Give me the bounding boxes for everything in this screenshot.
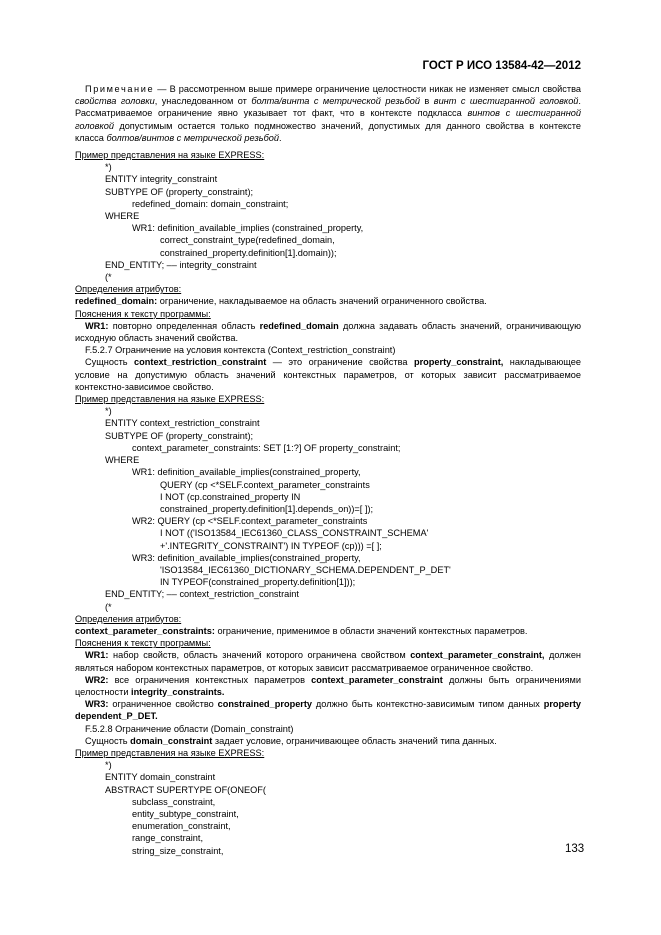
code-line: WR1: definition_available_implies (constrained_property,: [132, 223, 364, 234]
attributes-label-1: Определения атрибутов:: [75, 284, 182, 295]
code-line: WHERE: [105, 211, 140, 222]
page-number: 133: [565, 843, 585, 855]
code-line: *): [105, 406, 112, 417]
code-line: (*: [105, 272, 112, 283]
code-line: I NOT (cp.constrained_property IN: [160, 491, 301, 502]
wr2-explanation-2: WR2: все ограничения контекстных параметров context_parameter_constraint должны быть ограничениями целостности integrity_constraints.: [75, 674, 582, 697]
section-heading-f528: F.5.2.8 Ограничение области (Domain_constraint): [85, 723, 294, 734]
code-line: redefined_domain: domain_constraint;: [132, 198, 289, 209]
code-line: QUERY (cp <*SELF.context_parameter_constraints: [160, 479, 370, 490]
attribute-definition-2: context_parameter_constraints: ограничение, применимое в области значений контекстных параметров.: [75, 625, 528, 636]
wr1-explanation-1: WR1: повторно определенная область redefined_domain должна задавать область значений, ограничивающую исходную область значений свойства.: [75, 320, 582, 344]
code-line: WR3: definition_available_implies(constrained_property,: [132, 552, 361, 563]
code-line: I NOT (('ISO13584_IEC61360_CLASS_CONSTRAINT_SCHEMA': [160, 528, 429, 539]
code-line: 'ISO13584_IEC61360_DICTIONARY_SCHEMA.DEPENDENT_P_DET': [160, 564, 451, 575]
explanations-label-2: Пояснения к тексту программы:: [75, 638, 211, 649]
code-line: constrained_property.definition[1].depends_on))=[ ]);: [160, 503, 374, 514]
code-line: WR2: QUERY (cp <*SELF.context_parameter_constraints: [132, 516, 368, 527]
code-line: SUBTYPE OF (property_constraint);: [105, 186, 254, 197]
code-line: IN TYPEOF(constrained_property.definition[1]));: [160, 577, 356, 588]
document-header: ГОСТ Р ИСО 13584-42—2012: [422, 60, 581, 72]
section-heading-f527: F.5.2.7 Ограничение на условия контекста (Context_restriction_constraint): [85, 345, 396, 356]
code-line: entity_subtype_constraint,: [132, 808, 239, 819]
note-paragraph: Примечание — В рассмотренном выше примере ограничение целостности никак не изменяет смысл свойства свойства головки, унаследованном от болта/винта с метрической резьбой в винт с шестигранной головкой. Рассматриваемое ограничение явно указывает тот факт, что в контексте подкласса винтов с шестигранной головкой допустимым остается только подмножество значений, допустимых для данного свойства в контексте класса болтов/винтов с метрической резьбой.: [75, 84, 581, 143]
code-line: correct_constraint_type(redefined_domain,: [160, 235, 335, 246]
wr3-explanation-2: WR3: ограниченное свойство constrained_property должно быть контекстно-зависимым типом данных property dependent_P_DET.: [75, 699, 581, 722]
code-line: END_ENTITY; –– integrity_constraint: [105, 259, 257, 270]
code-line: END_ENTITY; –– context_restriction_constraint: [105, 589, 299, 600]
code-line: ENTITY integrity_constraint: [105, 174, 218, 185]
code-line: (*: [105, 601, 112, 612]
code-line: subclass_constraint,: [132, 796, 216, 807]
express-code-block-2: [75, 405, 581, 612]
attribute-definition: redefined_domain: ограничение, накладываемое на область значений ограниченного свойства.: [75, 296, 487, 307]
attributes-label-2: Определения атрибутов:: [75, 613, 182, 624]
code-line: WR1: definition_available_implies(constrained_property,: [132, 467, 361, 478]
code-line: ENTITY domain_constraint: [105, 772, 216, 783]
code-line: string_size_constraint,: [132, 845, 224, 856]
express-code-block-1: [75, 161, 581, 283]
code-line: +'.INTEGRITY_CONSTRAINT') IN TYPEOF (cp))) =[ ];: [160, 540, 382, 551]
express-code-block-3: [75, 759, 581, 857]
section-paragraph-f528: Сущность domain_constraint задает условие, ограничивающее область значений типа данных.: [85, 735, 497, 746]
code-line: *): [105, 162, 112, 173]
code-line: SUBTYPE OF (property_constraint);: [105, 430, 254, 441]
example-label-2: Пример представления на языке EXPRESS:: [75, 394, 265, 405]
note-label: Примечание: [85, 84, 155, 94]
code-line: ABSTRACT SUPERTYPE OF(ONEOF(: [105, 784, 266, 795]
wr1-explanation-2: WR1: набор свойств, область значений которого ограничена свойством context_parameter_constraint, должен являться набором контекстных параметров, от которых зависит рассматриваемое ограниченное свойство.: [75, 650, 581, 673]
code-line: *): [105, 760, 112, 771]
explanations-label-1: Пояснения к тексту программы:: [75, 308, 211, 319]
code-line: constrained_property.definition[1].domain));: [160, 247, 337, 258]
code-line: ENTITY context_restriction_constraint: [105, 418, 260, 429]
code-line: context_parameter_constraints: SET [1:?] OF property_constraint;: [132, 442, 401, 453]
section-paragraph-f527: Сущность context_restriction_constraint — это ограничение свойства property_constraint, накладывающее условие на допустимую область значений контекстных параметров, от которых зависит рассматриваемое контекстно-зависимое свойство.: [75, 357, 581, 392]
code-line: enumeration_constraint,: [132, 821, 231, 832]
code-line: WHERE: [105, 455, 140, 466]
example-label-1: Пример представления на языке EXPRESS:: [75, 150, 265, 161]
example-label-3: Пример представления на языке EXPRESS:: [75, 747, 265, 758]
page-body: [75, 83, 581, 857]
code-line: range_constraint,: [132, 833, 203, 844]
